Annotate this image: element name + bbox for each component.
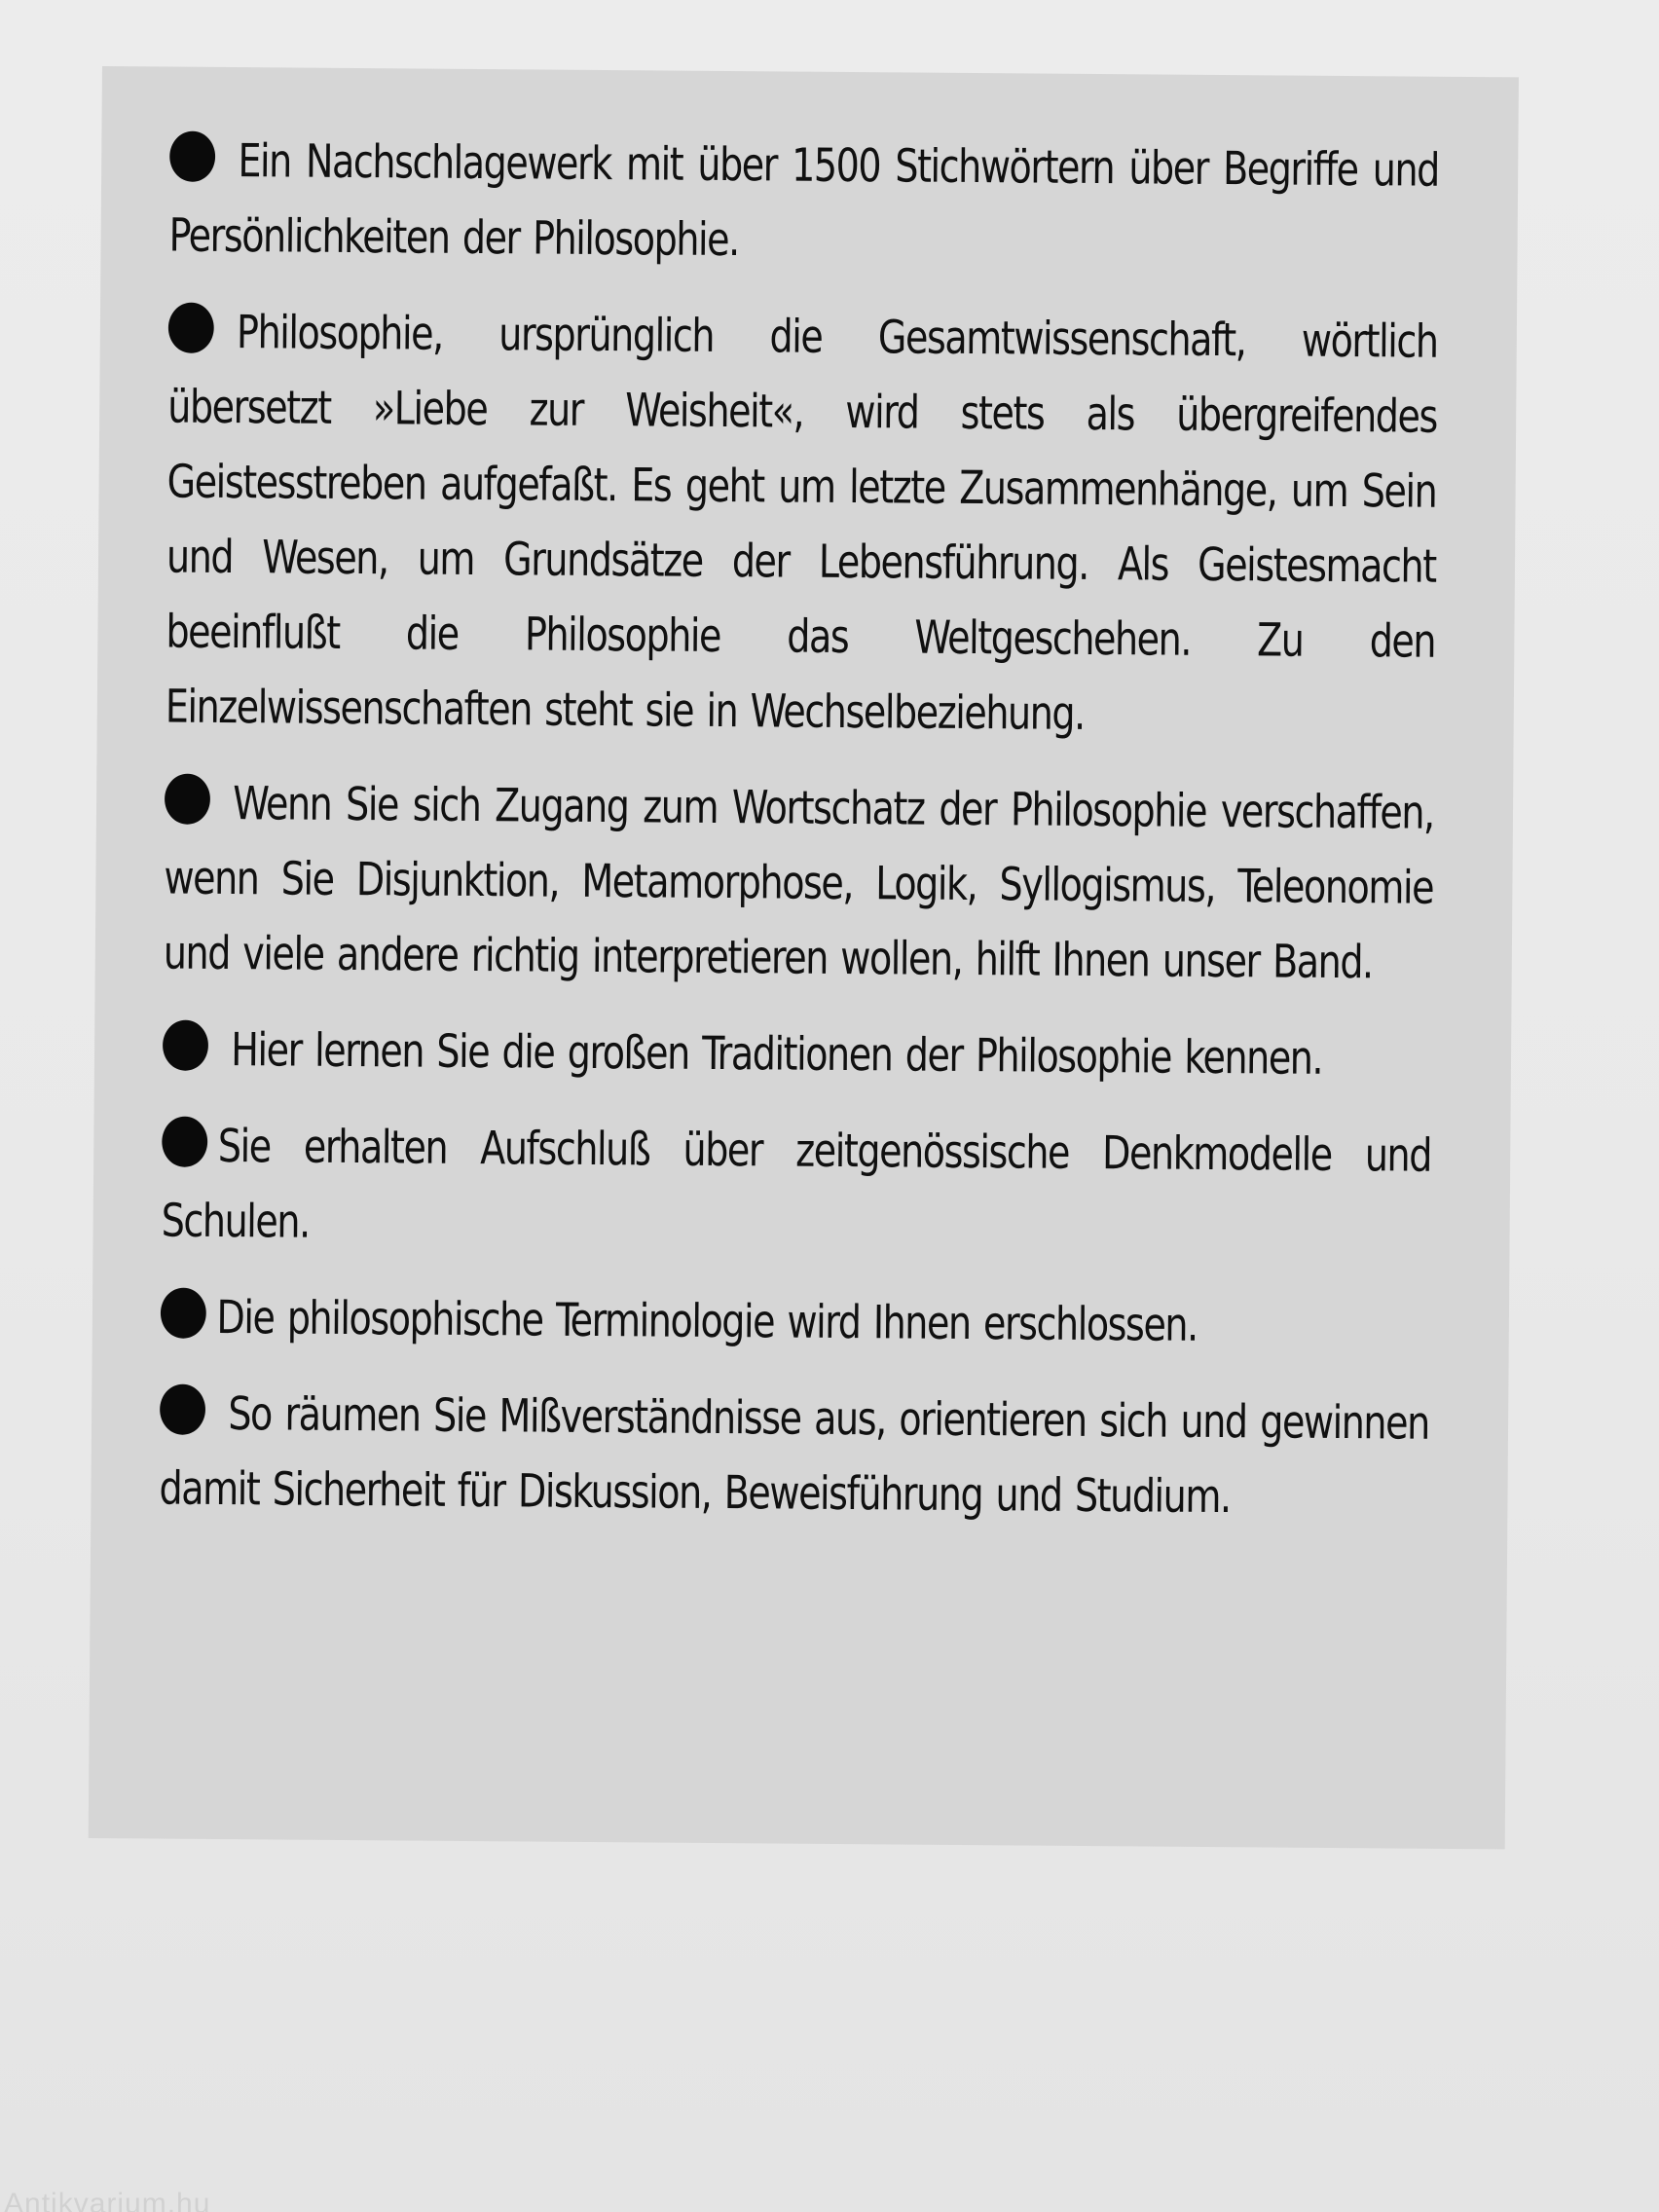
bullet-icon xyxy=(162,1117,207,1167)
paragraph-4 xyxy=(163,1013,1432,1097)
paragraph-text: Wenn Sie sich Zugang zum Wortschatz der Philosophie verschaffen, wenn Sie Disjunktion, Metamorphose, Logik, Syllogismus, Teleonomie und viele andere richtig interpretieren wollen, hilft Ihnen unser Band. xyxy=(163,777,1434,990)
paragraph-text: Ein Nachschlagewerk mit über 1500 Stichwörtern über Begriffe und Persönlichkeiten der Philosophie. xyxy=(168,134,1440,268)
paragraph-6 xyxy=(161,1280,1430,1365)
text-panel xyxy=(89,66,1519,1849)
watermark-text: Antikvarium.hu xyxy=(4,2191,211,2212)
paragraph-text: Hier lernen Sie die großen Traditionen der Philosophie kennen. xyxy=(231,1023,1323,1086)
bullet-icon xyxy=(163,1020,208,1071)
paragraph-3 xyxy=(164,766,1434,1001)
bullet-icon xyxy=(168,303,214,353)
bullet-icon xyxy=(169,131,215,182)
paragraph-1 xyxy=(168,124,1439,283)
paragraph-text: Philosophie, ursprünglich die Gesamtwissenschaft, wörtlich übersetzt »Liebe zur Weisheit«, wird stets als übergreifendes Geistesstreben aufgefaßt. Es geht um letzte Zusammenhänge, um Sein und Wesen, um Grundsätze der Lebensführung. Als Geistesmacht beeinflußt die Philosophie das Weltgeschehen. Zu den Einzelwissenschaften steht sie in Wechselbeziehung. xyxy=(165,306,1438,741)
bullet-icon xyxy=(165,774,210,825)
bullet-icon xyxy=(161,1288,206,1339)
paragraph-text: Sie erhalten Aufschluß über zeitgenössische Denkmodelle und Schulen. xyxy=(161,1119,1432,1249)
paragraph-text: Die philosophische Terminologie wird Ihnen erschlossen. xyxy=(216,1290,1198,1352)
paragraph-7 xyxy=(159,1377,1429,1536)
paragraph-2 xyxy=(166,295,1438,755)
paragraph-text: So räumen Sie Mißverständnisse aus, orientieren sich und gewinnen damit Sicherheit für Diskussion, Beweisführung und Studium. xyxy=(159,1387,1429,1525)
bullet-icon xyxy=(160,1384,205,1435)
watermark xyxy=(0,2191,409,2212)
paragraph-5 xyxy=(161,1109,1431,1269)
